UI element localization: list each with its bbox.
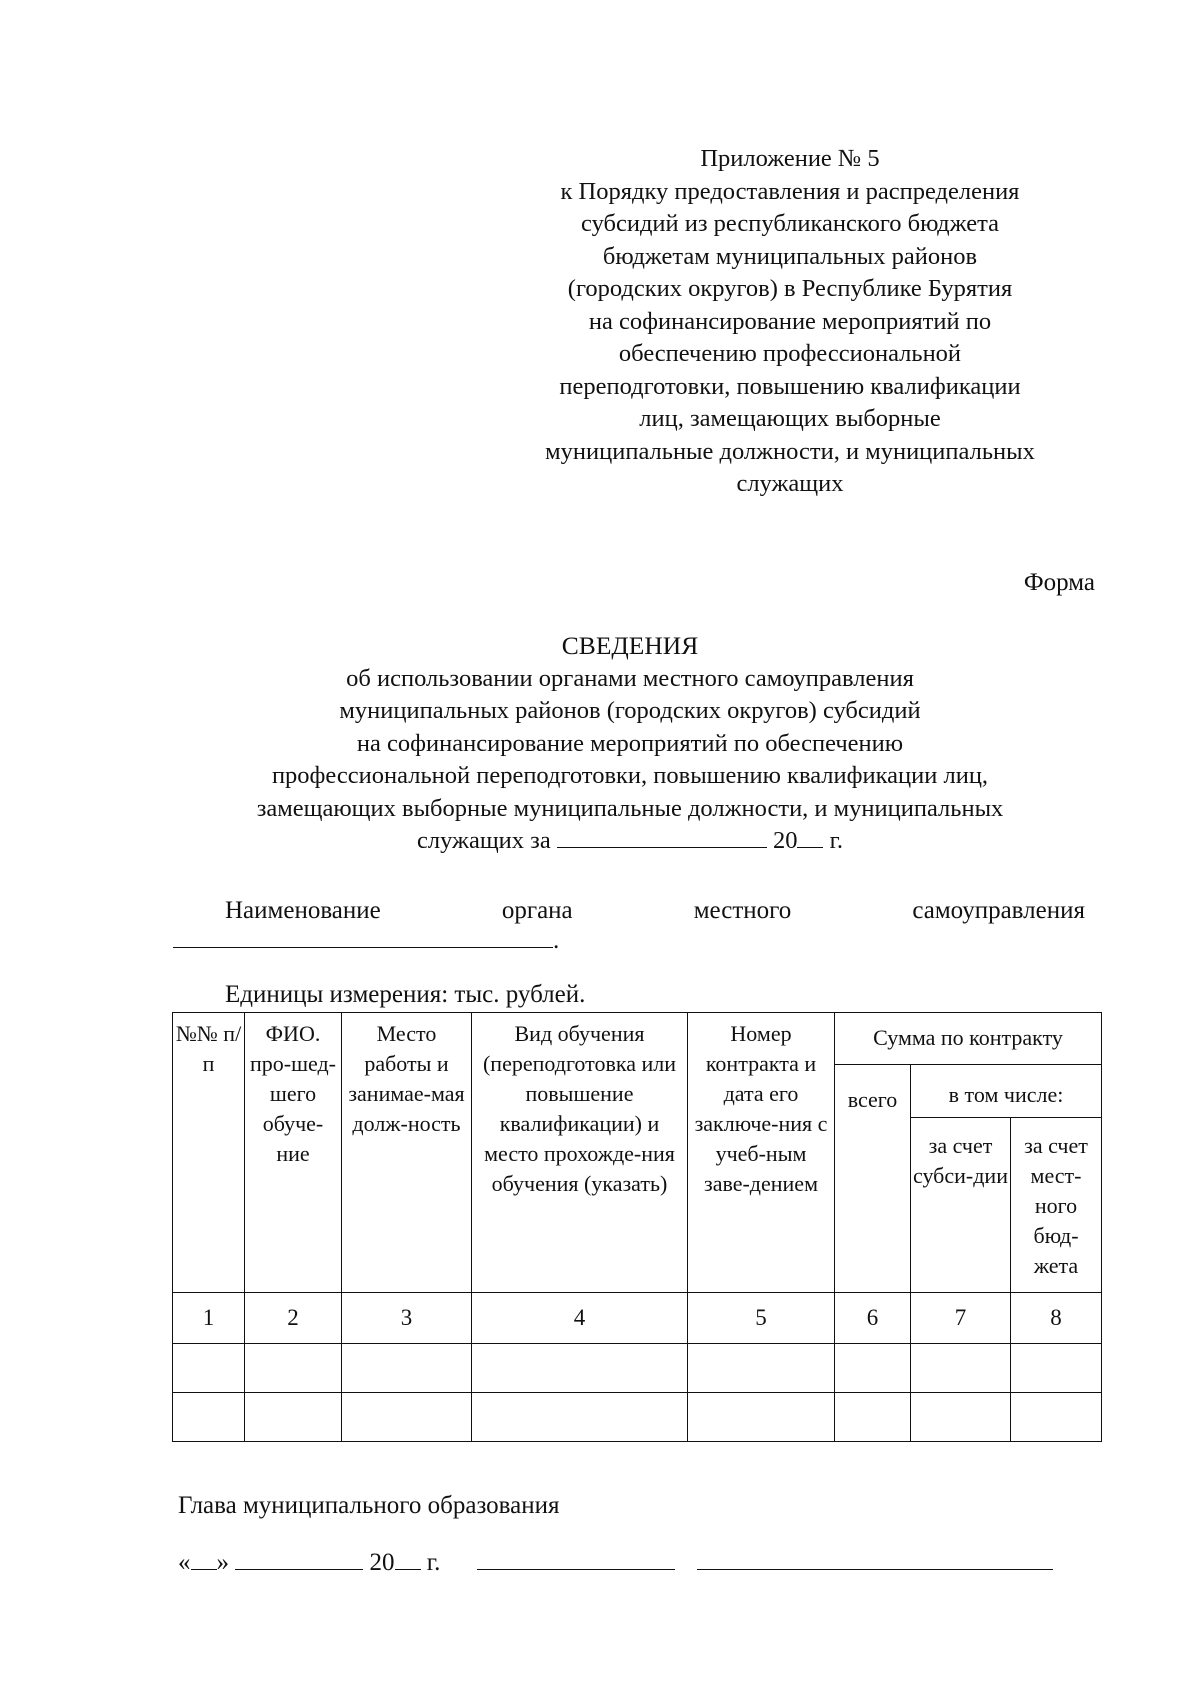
org-word: местного [693, 897, 792, 924]
document-title: СВЕДЕНИЯ [561, 631, 699, 660]
annex-line: служащих [736, 470, 844, 497]
annex-line: (городских округов) в Республике Бурятия [567, 275, 1013, 302]
annex-header [500, 143, 1080, 501]
header-total: всего [835, 1065, 911, 1293]
report-table [172, 1012, 1102, 1442]
signature-year-suffix: г. [426, 1549, 441, 1576]
header-training: Вид обучения (переподготовка или повышение квалификации) и место прохожде-ния обучения (указать) [472, 1013, 688, 1293]
table-cell[interactable] [173, 1393, 245, 1442]
table-row [173, 1393, 1102, 1442]
table-cell[interactable] [342, 1393, 472, 1442]
heading-year-suffix: г. [829, 827, 844, 854]
header-place: Место работы и занимае-мая долж-ность [342, 1013, 472, 1293]
table-row [173, 1344, 1102, 1393]
day-blank[interactable] [191, 1547, 217, 1570]
heading-last-line [150, 825, 1110, 858]
column-number: 7 [911, 1293, 1011, 1344]
table-cell[interactable] [911, 1344, 1011, 1393]
year-blank[interactable] [797, 825, 823, 848]
column-number: 2 [245, 1293, 342, 1344]
table-cell[interactable] [472, 1344, 688, 1393]
heading-line: муниципальных районов (городских округов) субсидий [339, 697, 921, 724]
annex-line: бюджетам муниципальных районов [602, 242, 978, 270]
header-local-budget: за счет мест-ного бюд-жета [1011, 1118, 1102, 1293]
annex-line: переподготовки, повышению квалификации [559, 372, 1021, 400]
table-cell[interactable] [688, 1393, 835, 1442]
heading-line: на софинансирование мероприятий по обеспечению [356, 729, 904, 757]
signature-year-blank[interactable] [395, 1547, 421, 1570]
table-cell[interactable] [688, 1344, 835, 1393]
header-subsidy: за счет субси-дии [911, 1118, 1011, 1293]
org-name-blank[interactable] [173, 925, 553, 948]
org-word: органа [501, 897, 573, 924]
header-contract: Номер контракта и дата его заключе-ния с учеб-ным заве-дением [688, 1013, 835, 1293]
annex-line: на софинансирование мероприятий по [588, 307, 992, 335]
signature-row [178, 1547, 1053, 1579]
units-label: Единицы измерения: тыс. рублей. [225, 981, 586, 1008]
quote-close: » [216, 1549, 229, 1576]
table-cell[interactable] [472, 1393, 688, 1442]
full-name-blank[interactable] [697, 1547, 1053, 1570]
column-number: 1 [173, 1293, 245, 1344]
column-number: 4 [472, 1293, 688, 1344]
heading-period-prefix: служащих за [416, 827, 551, 854]
org-word: Наименование [225, 897, 381, 924]
header-fio: ФИО. про-шед-шего обуче-ние [245, 1013, 342, 1293]
org-end-mark: . [553, 927, 560, 954]
document-heading [150, 630, 1110, 858]
month-blank[interactable] [235, 1547, 363, 1570]
heading-year: 20 [772, 827, 798, 854]
column-number: 6 [835, 1293, 911, 1344]
form-label: Форма [1023, 569, 1095, 596]
header-num: №№ п/п [173, 1013, 245, 1293]
heading-line: об использовании органами местного самоуправления [346, 664, 914, 692]
table-cell[interactable] [342, 1344, 472, 1393]
annex-line: обеспечению профессиональной [618, 340, 962, 367]
annex-line: субсидий из республиканского бюджета [581, 210, 999, 237]
table-cell[interactable] [911, 1393, 1011, 1442]
org-name-label [225, 895, 1085, 927]
table-cell[interactable] [173, 1344, 245, 1393]
org-word: самоуправления [912, 897, 1085, 924]
column-number: 5 [688, 1293, 835, 1344]
table-cell[interactable] [835, 1393, 911, 1442]
column-number: 3 [342, 1293, 472, 1344]
column-number: 8 [1011, 1293, 1102, 1344]
head-title: Глава муниципального образования [178, 1492, 560, 1519]
heading-line: профессиональной переподготовки, повышению квалификации лиц, [271, 762, 989, 789]
table-cell[interactable] [245, 1344, 342, 1393]
header-including: в том числе: [911, 1065, 1102, 1118]
header-sum: Сумма по контракту [835, 1013, 1102, 1065]
annex-line: к Порядку предоставления и распределения [560, 177, 1020, 205]
annex-line: муниципальные должности, и муниципальных [545, 437, 1035, 465]
quote-open: « [178, 1549, 191, 1576]
signature-blank[interactable] [477, 1547, 675, 1570]
annex-line: лиц, замещающих выборные [639, 405, 941, 432]
signature-year: 20 [369, 1549, 395, 1576]
heading-line: замещающих выборные муниципальные должности, и муниципальных [256, 794, 1004, 822]
period-blank[interactable] [557, 825, 767, 848]
table-cell[interactable] [245, 1393, 342, 1442]
org-name-line [173, 925, 559, 957]
table-cell[interactable] [1011, 1344, 1102, 1393]
table-cell[interactable] [835, 1344, 911, 1393]
table-cell[interactable] [1011, 1393, 1102, 1442]
column-numbers-row [173, 1293, 1102, 1344]
annex-line: Приложение № 5 [700, 145, 880, 172]
